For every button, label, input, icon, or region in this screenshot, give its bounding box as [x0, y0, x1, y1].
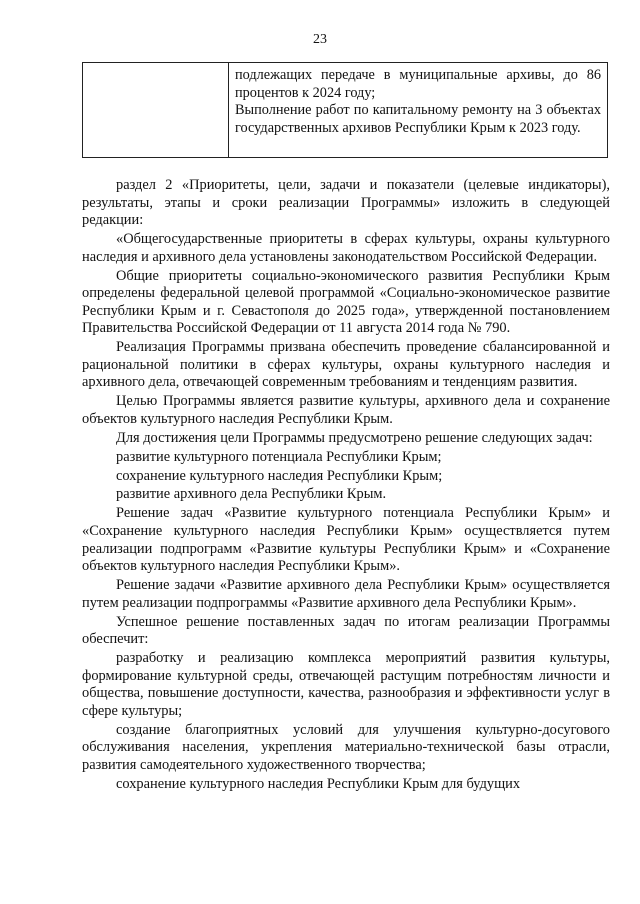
body-paragraph: Успешное решение поставленных задач по итогам реализации Программы обеспечит: [82, 613, 610, 648]
page-number: 23 [313, 32, 327, 47]
task-list-item: сохранение культурного наследия Республики Крым; [116, 467, 443, 484]
body-paragraph: Для достижения цели Программы предусмотрено решение следующих задач: [116, 429, 593, 446]
body-paragraph: создание благоприятных условий для улучшения культурно-досугового обслуживания населения, укрепления материально-технической базы отрасли, развития самодеятельного художественного творчества; [82, 721, 610, 773]
body-paragraph: Целью Программы является развитие культуры, архивного дела и сохранение объектов культурного наследия Республики Крым. [82, 393, 610, 427]
table-row [83, 63, 608, 158]
task-list-item: развитие архивного дела Республики Крым. [116, 486, 387, 503]
body-paragraph: раздел 2 «Приоритеты, цели, задачи и показатели (целевые индикаторы), результаты, этапы и сроки реализации Программы» изложить в следующей редакции: [82, 177, 610, 229]
task-list-item: развитие культурного потенциала Республики Крым; [116, 448, 442, 465]
body-paragraph: сохранение культурного наследия Республики Крым для будущих [116, 775, 521, 792]
continuation-table [82, 62, 608, 158]
body-paragraph: «Общегосударственные приоритеты в сферах культуры, охраны культурного наследия и архивного дела установлены законодательством Российской Федерации. [82, 231, 610, 265]
body-paragraph: Общие приоритеты социально-экономического развития Республики Крым определены федеральной целевой программой «Социально-экономическое развитие Республики Крым и г. Севастополя до 2025 года», утвержденной постановлением Правительства Российской Федерации от 11 августа 2014 года № 790. [82, 267, 610, 337]
table-cell-text [229, 63, 608, 158]
table-cell-paragraph: Выполнение работ по капитальному ремонту на 3 объектах государственных архивов Республики Крым к 2023 году. [235, 102, 601, 136]
body-paragraph: Реализация Программы призвана обеспечить проведение сбалансированной и рациональной политики в сферах культуры, охраны культурного наследия и архивного дела, отвечающей современным требованиям и тенденциям развития. [82, 339, 610, 391]
body-paragraph: Решение задач «Развитие культурного потенциала Республики Крым» и «Сохранение культурного наследия Республики Крым» осуществляется путем реализации подпрограмм «Развитие культуры Республики Крым» и «Сохранение объектов культурного наследия Республики Крым». [82, 505, 610, 575]
table-cell-empty [83, 63, 229, 158]
table-cell-paragraph: подлежащих передаче в муниципальные архивы, до 86 процентов к 2024 году; [235, 67, 601, 101]
document-body [82, 177, 610, 795]
body-paragraph: разработку и реализацию комплекса мероприятий развития культуры, формирование культурной среды, отвечающей растущим потребностям личности и общества, повышение доступности, качества, разнообразия и эффективности услуг в сфере культуры; [82, 650, 610, 719]
body-paragraph: Решение задачи «Развитие архивного дела Республики Крым» осуществляется путем реализации подпрограммы «Развитие архивного дела Республики Крым». [82, 577, 610, 611]
